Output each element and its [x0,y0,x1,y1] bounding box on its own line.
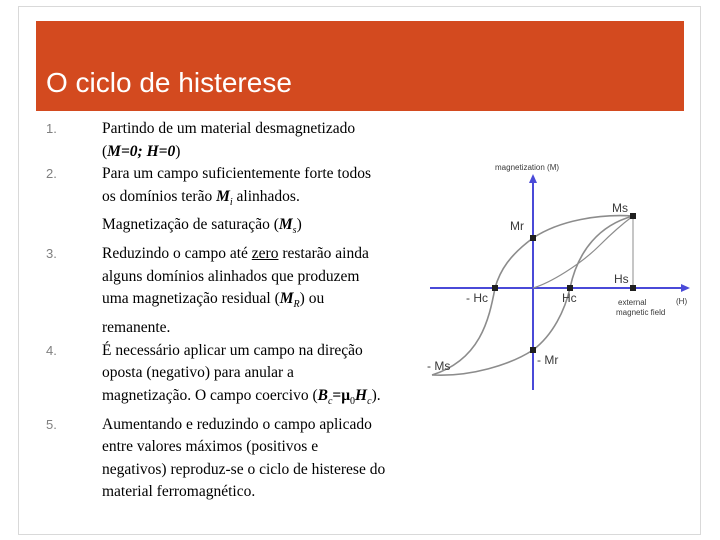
list-text: M [279,290,294,308]
list-text: μ [341,386,351,404]
list-text: ) [296,216,302,234]
hysteresis-figure [410,150,705,390]
list-number: 3. [46,246,57,262]
label-neg-ms: - Ms [427,359,451,373]
list-text: M [216,187,230,205]
label-mr: Mr [510,219,524,233]
label-hc: Hc [562,291,577,305]
neg-mr-point [530,347,536,353]
list-text: 0 [350,395,356,407]
list-text: restarão ainda alguns domínios alinhados que produzem uma magnetização residual ( [102,245,369,308]
hs-point [630,285,636,291]
axis-x-label-1: external [618,298,647,307]
list-text: M=0; H=0 [107,142,176,160]
list-text: M [278,216,293,234]
list-number: 2. [46,166,57,182]
list-text: ) [175,142,181,160]
list-text: = [332,386,342,404]
list-text: Para um campo suficientemente forte todos os domínios terão [102,165,372,205]
list-text: alinhados. Magnetização de saturação ( [102,187,300,234]
list-text: R [293,299,300,311]
list-number: 4. [46,342,57,358]
list-text: s [292,225,297,237]
axis-y-label: magnetization (M) [495,163,560,172]
list-text: B [317,386,328,404]
axis-x-symbol: (H) [676,297,688,306]
list-text: c [367,395,372,407]
mr-point [530,235,536,241]
slide-title: O ciclo de histerese [46,67,292,98]
numbered-list [36,118,386,504]
list-text: Partindo de um material desmagnetizado ( [102,120,356,160]
list-text: ). [371,386,381,404]
list-item [36,340,386,414]
label-hs: Hs [614,272,629,286]
list-item [36,118,386,163]
ms-point [630,213,636,219]
list-number: 1. [46,121,57,136]
list-text: Aumentando e reduzindo o campo aplicado entre valores máximos (positivos e negativos) reproduz-se o ciclo de histerese do material ferromagnético. [102,415,386,501]
h-axis-arrow [681,284,690,292]
label-neg-hc: - Hc [466,291,488,305]
list-item [36,414,386,504]
list-item [36,163,386,243]
m-axis-arrow [529,174,537,183]
list-text: i [229,196,233,208]
axis-x-label-2: magnetic field [616,308,666,317]
list-text: H [355,386,368,404]
list-text: É necessário aplicar um campo na direção oposta (negativo) para anular a magnetização. O campo coercivo ( [102,341,363,404]
neg-hc-point [492,285,498,291]
list-item [36,243,386,339]
list-text: c [327,395,333,407]
list-text: zero [251,245,279,263]
list-number: 5. [46,416,57,432]
label-neg-mr: - Mr [537,353,559,367]
list-text: Reduzindo o campo até [102,245,252,263]
list-text: ) ou remanente. [102,290,325,337]
label-ms: Ms [612,201,628,215]
